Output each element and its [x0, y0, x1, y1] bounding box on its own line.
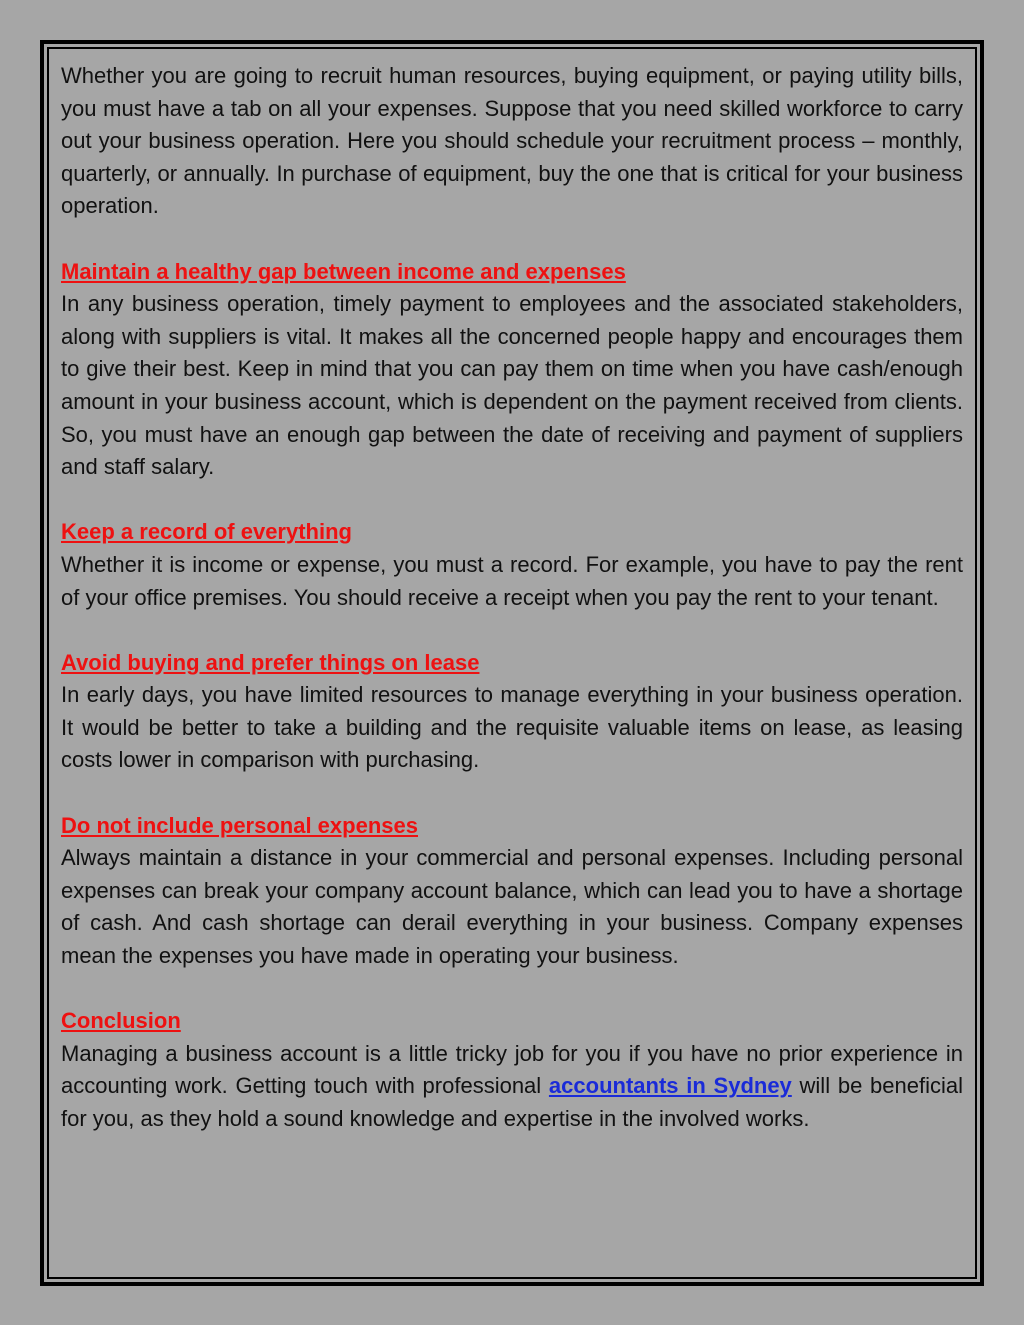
conclusion-heading: Conclusion — [61, 1008, 181, 1034]
section-conclusion — [61, 1005, 963, 1135]
intro-paragraph: Whether you are going to recruit human resources, buying equipment, or paying utility bills, you must have a tab on all your expenses. Suppose that you need skilled workforce to carry out your business operation. Here you should schedule your recruitment process – monthly, quarterly, or annually. In purchase of equipment, buy the one that is critical for your business operation. — [61, 63, 963, 219]
document-body — [61, 60, 963, 1136]
conclusion-text-after-link: will be beneficial for you, as they hold a sound knowledge and expertise in the involved works. — [61, 1073, 963, 1131]
section-paragraph: In early days, you have limited resources to manage everything in your business operation. It would be better to take a building and the requisite valuable items on lease, as leasing costs lower in comparison with purchasing. — [61, 682, 963, 773]
conclusion-paragraph — [61, 1038, 963, 1136]
section-healthy-gap — [61, 256, 963, 484]
section-heading: Keep a record of everything — [61, 519, 352, 545]
section-paragraph: In any business operation, timely payment to employees and the associated stakeholders, along with suppliers is vital. It makes all the concerned people happy and encourages them to give their best. Keep in mind that you can pay them on time when you have cash/enough amount in your business account, which is dependent on the payment received from clients. So, you must have an enough gap between the date of receiving and payment of suppliers and staff salary. — [61, 291, 963, 480]
section-paragraph: Always maintain a distance in your commercial and personal expenses. Including personal expenses can break your company account balance, which can lead you to have a shortage of cash. And cash shortage can derail everything in your business. Company expenses mean the expenses you have made in operating your business. — [61, 845, 963, 969]
section-keep-record — [61, 516, 963, 614]
section-heading: Do not include personal expenses — [61, 812, 418, 838]
section-paragraph: Whether it is income or expense, you must a record. For example, you have to pay the rent of your office premises. You should receive a receipt when you pay the rent to your tenant. — [61, 551, 963, 610]
section-heading: Maintain a healthy gap between income and expenses — [61, 258, 626, 284]
accountants-sydney-link[interactable]: accountants in Sydney — [548, 1073, 792, 1099]
section-personal-expenses — [61, 810, 963, 973]
conclusion-text-before-link: Managing a business account is a little tricky job for you if you have no prior experience in accounting work. Getting touch with professional — [61, 1040, 963, 1099]
section-lease — [61, 647, 963, 777]
section-heading: Avoid buying and prefer things on lease — [61, 649, 480, 675]
